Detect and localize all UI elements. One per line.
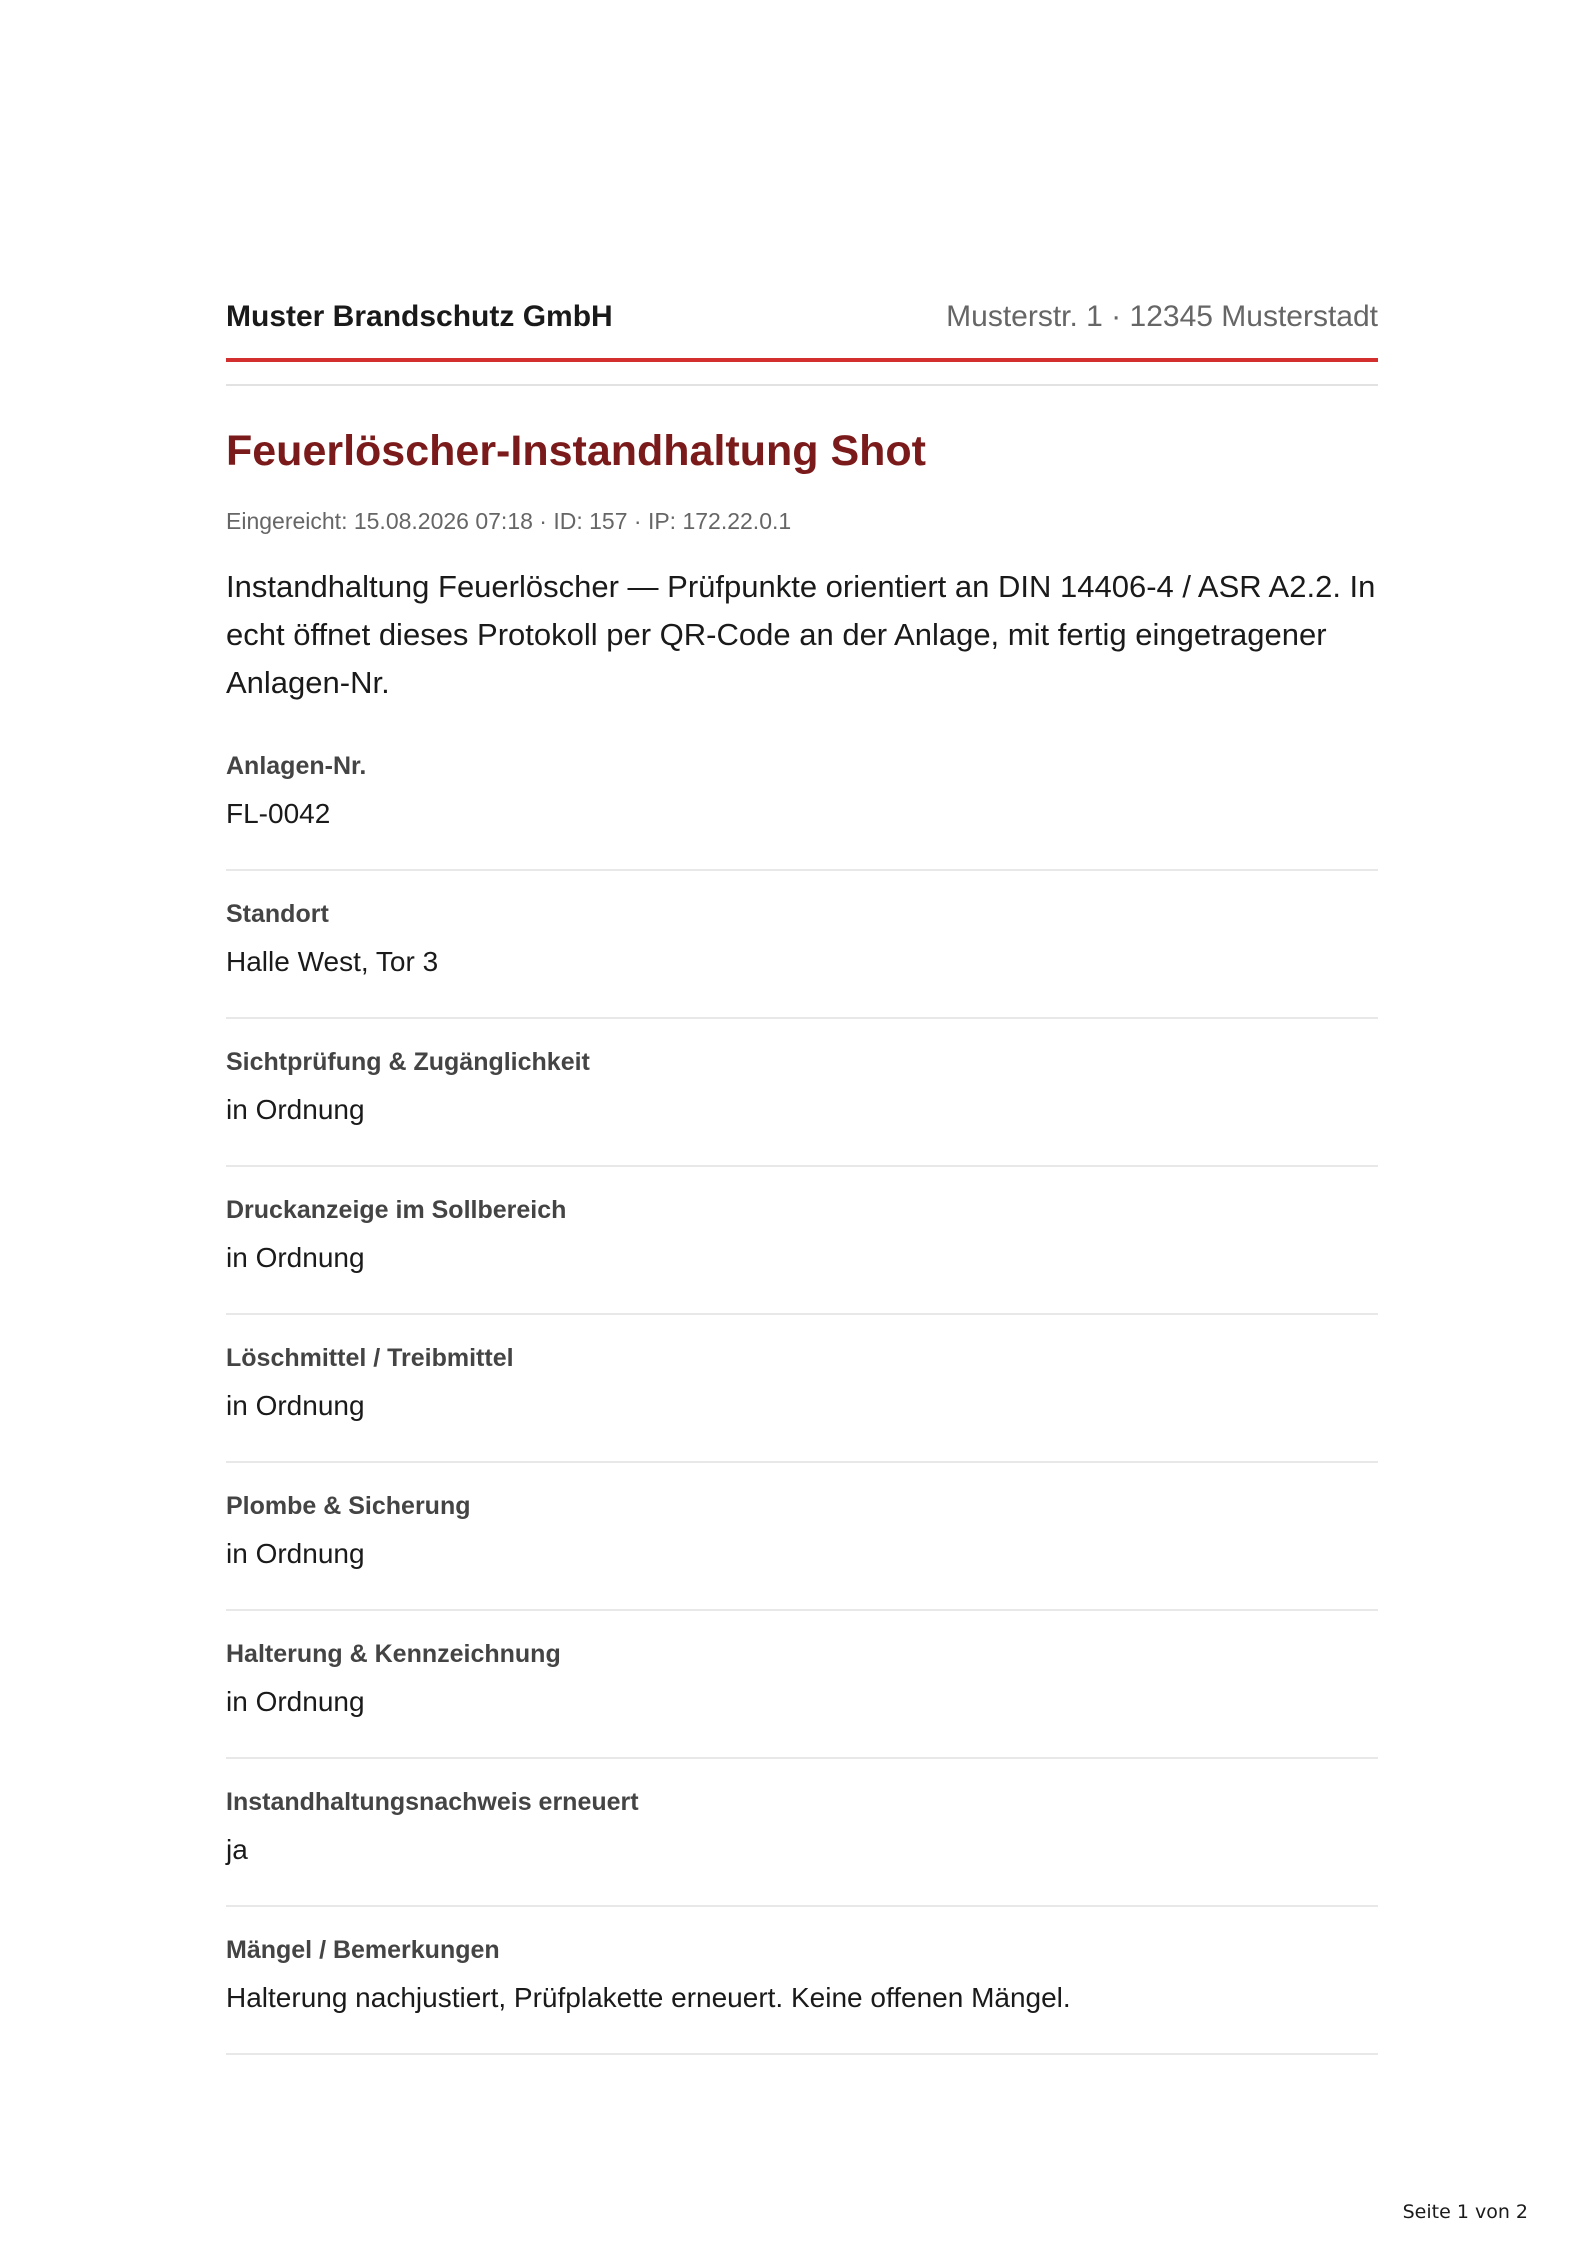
field-standort [226,885,1378,1019]
field-instandhaltungsnachweis [226,1773,1378,1907]
field-label: Plombe & Sicherung [226,1491,471,1520]
field-label: Halterung & Kennzeichnung [226,1639,561,1668]
field-plombe [226,1477,1378,1611]
field-value: Halterung nachjustiert, Prüfplakette erneuert. Keine offenen Mängel. [226,1981,1071,2013]
field-value: in Ordnung [226,1537,365,1569]
field-value: FL-0042 [226,797,331,829]
field-label: Mängel / Bemerkungen [226,1935,500,1964]
page-number: Seite 1 von 2 [1402,2201,1528,2223]
company-address: Musterstr. 1 · 12345 Musterstadt [946,300,1378,333]
field-label: Instandhaltungsnachweis erneuert [226,1787,639,1816]
field-list [226,737,1378,2055]
field-druckanzeige [226,1181,1378,1315]
field-value: in Ordnung [226,1389,365,1421]
field-value: in Ordnung [226,1093,365,1125]
page-title: Feuerlöscher-Instandhaltung Shot [226,427,926,475]
letterhead [226,300,1378,348]
field-label: Druckanzeige im Sollbereich [226,1195,567,1224]
accent-divider [226,358,1378,362]
intro-text: Instandhaltung Feuerlöscher — Prüfpunkte orientiert an DIN 14406-4 / ASR A2.2. In echt öffnet dieses Protokoll per QR-Code an der Anlage, mit fertig eingetragener Anlagen-Nr. [226,568,1376,700]
document-page [226,300,1378,2069]
field-anlagen-nr [226,737,1378,871]
field-value: in Ordnung [226,1685,365,1717]
field-value: Halle West, Tor 3 [226,945,439,977]
field-value: ja [226,1833,248,1865]
field-label: Standort [226,899,329,928]
submission-meta: Eingereicht: 15.08.2026 07:18 · ID: 157 · IP: 172.22.0.1 [226,507,792,534]
field-label: Sichtprüfung & Zugänglichkeit [226,1047,590,1076]
field-loeschmittel [226,1329,1378,1463]
field-label: Löschmittel / Treibmittel [226,1343,514,1372]
field-sichtpruefung [226,1033,1378,1167]
field-value: in Ordnung [226,1241,365,1273]
field-maengel [226,1921,1378,2055]
company-name: Muster Brandschutz GmbH [226,300,613,333]
divider [226,384,1378,386]
field-halterung [226,1625,1378,1759]
field-label: Anlagen-Nr. [226,751,367,780]
